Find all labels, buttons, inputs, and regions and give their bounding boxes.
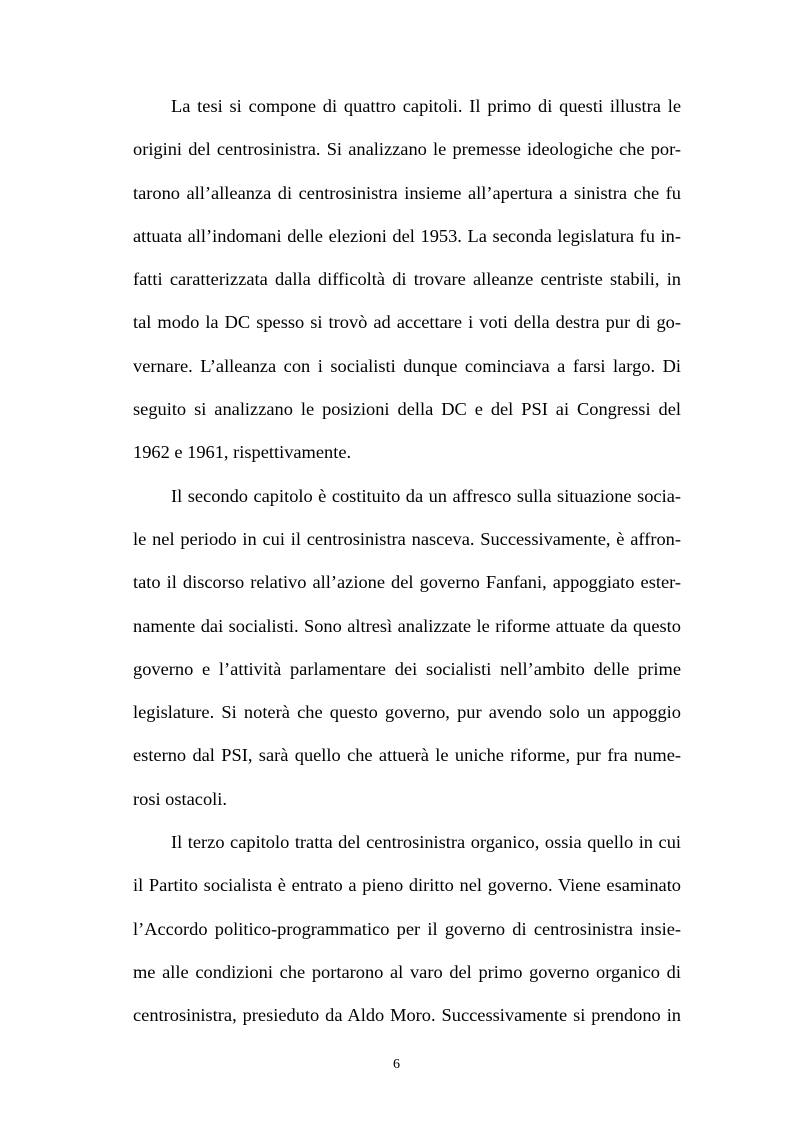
paragraph-3-line-5: centrosinistra, presieduto da Aldo Moro. Successivamente si prendono in — [133, 1005, 681, 1026]
paragraph-2-line-5: governo e l’attività parlamentare dei socialisti nell’ambito delle prime — [133, 658, 681, 679]
paragraph-3-line-4: me alle condizioni che portarono al varo del primo governo organico di — [133, 961, 681, 982]
paragraph-1-line-3: tarono all’alleanza di centrosinistra insieme all’apertura a sinistra che fu — [133, 182, 681, 203]
paragraph-2-line-4: namente dai socialisti. Sono altresì analizzate le riforme attuate da questo — [133, 615, 681, 636]
paragraph-3-line-3: l’Accordo politico-programmatico per il governo di centrosinistra insie- — [133, 918, 681, 939]
paragraph-2-line-6: legislature. Si noterà che questo governo, pur avendo solo un appoggio — [133, 702, 681, 723]
page-number: 6 — [393, 1057, 400, 1072]
paragraph-2-line-8: rosi ostacoli. — [133, 788, 227, 809]
paragraph-1-line-7: vernare. L’alleanza con i socialisti dunque cominciava a farsi largo. Di — [133, 355, 681, 376]
paragraph-2-line-3: tato il discorso relativo all’azione del governo Fanfani, appoggiato ester- — [133, 572, 681, 593]
paragraph-1-line-5: fatti caratterizzata dalla difficoltà di trovare alleanze centriste stabili, in — [133, 269, 681, 290]
paragraph-1-line-1: La tesi si compone di quattro capitoli. Il primo di questi illustra le — [171, 96, 681, 116]
paragraph-1-line-8: seguito si analizzano le posizioni della DC e del PSI ai Congressi del — [133, 399, 681, 420]
paragraph-3-line-2: il Partito socialista è entrato a pieno diritto nel governo. Viene esaminato — [133, 875, 681, 896]
paragraph-3-line-1: Il terzo capitolo tratta del centrosinistra organico, ossia quello in cui — [171, 832, 681, 853]
paragraph-2-line-7: esterno dal PSI, sarà quello che attuerà le uniche riforme, pur fra nume- — [133, 745, 681, 766]
body-text — [133, 88, 681, 1041]
paragraph-1-line-6: tal modo la DC spesso si trovò ad accettare i voti della destra pur di go- — [133, 312, 681, 333]
paragraph-2-line-2: le nel periodo in cui il centrosinistra nasceva. Successivamente, è affron- — [133, 528, 681, 549]
paragraph-2-line-1: Il secondo capitolo è costituito da un affresco sulla situazione socia- — [171, 485, 681, 506]
paragraph-1-line-4: attuata all’indomani delle elezioni del 1953. La seconda legislatura fu in- — [133, 225, 681, 246]
paragraph-1-line-9: 1962 e 1961, rispettivamente. — [133, 442, 352, 463]
paragraph-1-line-2: origini del centrosinistra. Si analizzano le premesse ideologiche che por- — [133, 139, 681, 160]
